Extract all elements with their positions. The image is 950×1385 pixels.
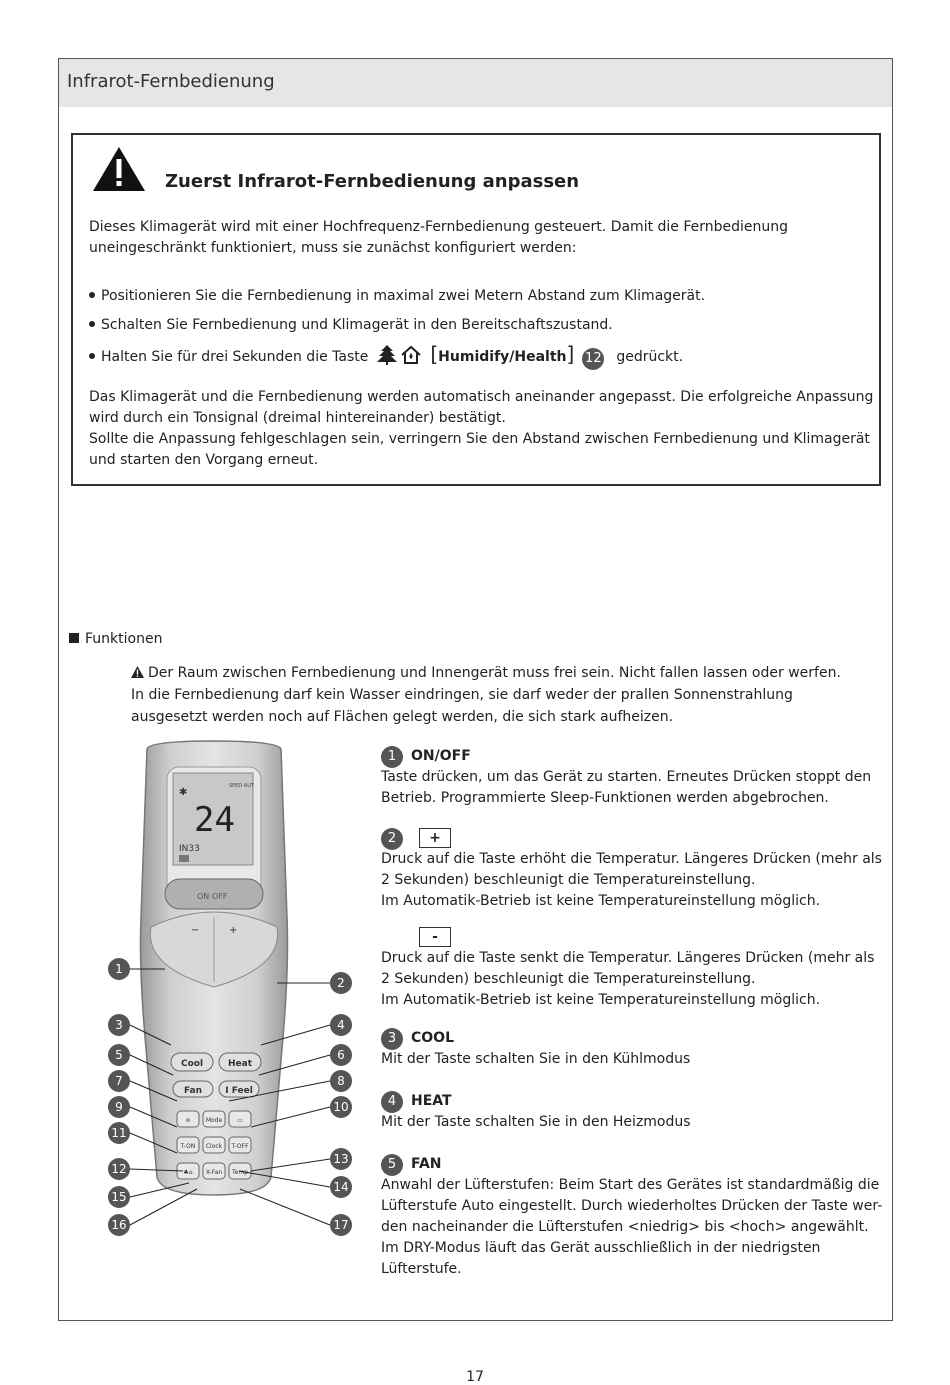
callout-number: 16 (111, 1218, 127, 1232)
plus-key-box: + (419, 828, 451, 848)
callout-line (240, 1189, 330, 1225)
item-text: Druck auf die Taste erhöht die Temperatur. Längeres Drücken (mehr als 2 Sekunden) beschleunigt die Temperatureinstellung. (381, 851, 882, 888)
item-text: Im Automatik-Betrieb ist keine Temperatureinstellung möglich. (381, 992, 821, 1008)
item-heading: 3 COOL (381, 1027, 886, 1049)
callout-number: 4 (337, 1018, 345, 1032)
callout-number: 7 (115, 1074, 123, 1088)
description-item (381, 827, 886, 1011)
functions-heading: Funktionen (69, 631, 162, 647)
description-item (381, 1027, 886, 1070)
notice-box (71, 133, 881, 486)
mode-label: Mode (205, 1117, 223, 1124)
description-item (381, 1153, 886, 1280)
functions-note: Der Raum zwischen Fernbedienung und Innengerät muss frei sein. Nicht fallen lassen oder werfen. In die Fernbedienung darf kein Wasser eindringen, sie darf weder der prallen Sonnenstrahlung ausgesetzt werden noch auf Flächen gelegt werden, die sich stark aufheizen. (131, 665, 841, 725)
bullet-item (89, 285, 874, 314)
bullet-text: Schalten Sie Fernbedienung und Klimagerät in den Bereitschaftszustand. (101, 317, 613, 333)
tree-house-icon: ♣⌂ (183, 1169, 193, 1176)
snowflake-icon: ✱ (179, 787, 188, 798)
lcd-sub-readout: IN33 (179, 844, 200, 854)
item-heading: 5 FAN (381, 1153, 886, 1175)
item-text: Im Automatik-Betrieb ist keine Temperatureinstellung möglich. (381, 893, 821, 909)
ifeel-label: I Feel (225, 1086, 253, 1096)
item-number: 5 (381, 1154, 403, 1176)
callout-number: 5 (115, 1048, 123, 1062)
outro-paragraph: Das Klimagerät und die Fernbedienung werden automatisch aneinander angepasst. Die erfolgreiche Anpassung wird durch ein Tonsignal (dreimal hintereinander) bestätigt. (89, 389, 874, 426)
callout-number: 17 (333, 1218, 349, 1232)
item-number: 3 (381, 1028, 403, 1050)
item-heading: 4 HEAT (381, 1090, 886, 1112)
clock-label: Clock (205, 1143, 223, 1150)
header-bar (59, 59, 892, 107)
ton-label: T-ON (180, 1143, 196, 1150)
cool-label: Cool (180, 1059, 204, 1069)
callout-number: 14 (333, 1180, 349, 1194)
callout-number: 3 (115, 1018, 123, 1032)
bullet-item (89, 314, 874, 343)
item-subheading (381, 926, 886, 948)
description-item (381, 745, 886, 809)
notice-intro: Dieses Klimagerät wird mit einer Hochfrequenz-Fernbedienung gesteuert. Damit die Fernbedienung uneingeschränkt funktioniert, muss sie zunächst konfiguriert werden: (89, 219, 789, 256)
item-heading: 1 ON/OFF (381, 745, 886, 767)
callout-number: 15 (111, 1190, 127, 1204)
house-icon (400, 345, 422, 365)
callout-number: 11 (111, 1126, 127, 1140)
lcd-indicator-icon (179, 855, 189, 862)
notice-bullets (89, 285, 874, 372)
lcd-top-label: SPED AUT (229, 783, 254, 789)
description-item (381, 1090, 886, 1133)
tree-icon (376, 345, 398, 365)
notice-outro (89, 387, 874, 471)
function-descriptions (381, 745, 886, 1280)
callout-number: 10 (333, 1100, 349, 1114)
lcd-temperature: 24 (194, 800, 235, 840)
remote-control-illustration (79, 737, 369, 1232)
notice-title: Zuerst Infrarot-Fernbedienung anpassen (165, 171, 580, 192)
callout-number: 2 (337, 976, 345, 990)
item-number: 4 (381, 1091, 403, 1113)
item-text: Taste drücken, um das Gerät zu starten. Erneutes Drücken stoppt den Betrieb. Programmierte Sleep-Funktionen werden abgebrochen. (381, 769, 872, 806)
bullet-text: Positionieren Sie die Fernbedienung in maximal zwei Metern Abstand zum Klimagerät. (101, 288, 706, 304)
swing-icon: ≋ (185, 1117, 191, 1124)
item-text: Mit der Taste schalten Sie in den Kühlmodus (381, 1051, 691, 1067)
humidify-health-key: [Humidify/Health] (430, 342, 575, 366)
square-bullet-icon (69, 633, 79, 643)
callout-number: 12 (111, 1162, 127, 1176)
callout-number: 1 (115, 962, 123, 976)
temp-label: Temp (232, 1169, 248, 1176)
bullet-dot (89, 321, 95, 327)
xfan-label: X-Fan (205, 1169, 223, 1176)
plus-button[interactable]: + (229, 925, 238, 936)
item-number: 2 (381, 828, 403, 850)
minus-key-box: - (419, 927, 451, 947)
display-icon: ▭ (237, 1117, 243, 1124)
bullet-text: Halten Sie für drei Sekunden die Taste (101, 349, 369, 365)
item-text: Druck auf die Taste senkt die Temperatur. Längeres Drücken (mehr als 2 Sekunden) beschleunigt die Temperatureinstellung. (381, 950, 875, 987)
bullet-dot (89, 292, 95, 298)
bullet-item (89, 343, 874, 372)
page-frame (58, 58, 893, 1321)
minus-button[interactable]: − (191, 925, 200, 936)
callout-number: 9 (115, 1100, 123, 1114)
outro-paragraph: Sollte die Anpassung fehlgeschlagen sein, verringern Sie den Abstand zwischen Fernbedienung und Klimagerät und starten den Vorgang erneut. (89, 431, 870, 468)
onoff-label: ON OFF (197, 892, 228, 901)
item-text: Mit der Taste schalten Sie in den Heizmodus (381, 1114, 691, 1130)
caution-icon (131, 666, 144, 678)
item-text: Anwahl der Lüfterstufen: Beim Start des Gerätes ist standardmäßig die Lüfterstufe Auto eingestellt. Durch wiederholtes Drücken der Taste wer-den nacheinander die Lüfterstufen <niedrig> bis <hoch> angewählt. Im DRY-Modus läuft das Gerät ausschließlich in der niedrigsten Lüfterstufe. (381, 1177, 883, 1277)
item-number: 1 (381, 746, 403, 768)
fan-label: Fan (183, 1086, 203, 1096)
callout-number: 8 (337, 1074, 345, 1088)
key-number-badge: 12 (582, 348, 604, 370)
bullet-dot (89, 353, 95, 359)
page-title: Infrarot-Fernbedienung (67, 71, 275, 92)
bullet-suffix: gedrückt. (616, 349, 684, 365)
warning-icon (91, 145, 147, 193)
item-heading (381, 827, 886, 849)
callout-number: 13 (333, 1152, 349, 1166)
page-number: 17 (466, 1369, 484, 1385)
callout-number: 6 (337, 1048, 345, 1062)
heat-label: Heat (227, 1059, 253, 1069)
toff-label: T-OFF (231, 1143, 249, 1150)
